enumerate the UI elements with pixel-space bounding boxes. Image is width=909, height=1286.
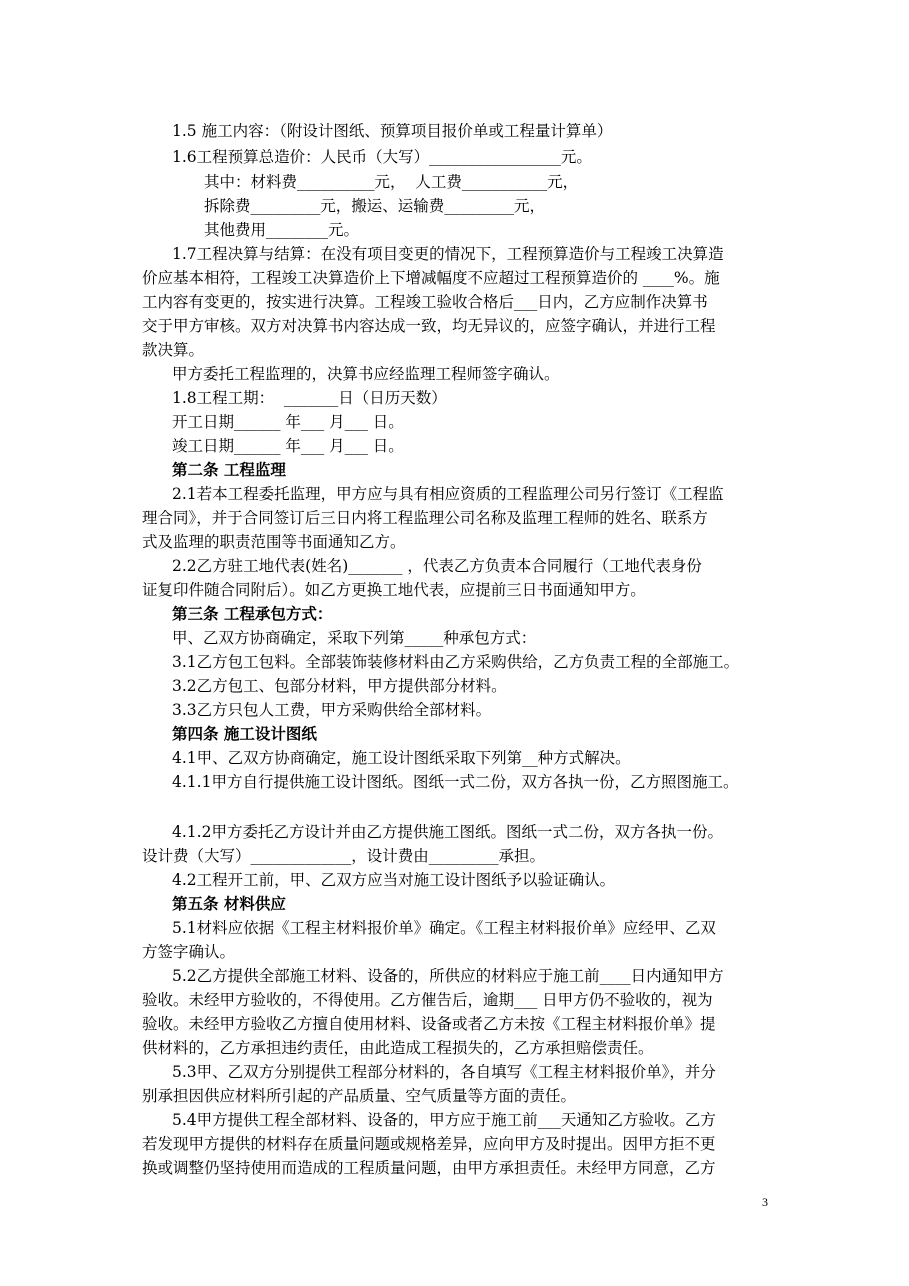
text-line: 其中：材料费__________元， 人工费___________元， (204, 173, 579, 191)
text-line: 竣工日期______ 年___ 月___ 日。 (172, 437, 404, 455)
text-line: 4.2工程开工前，甲、乙双方应当对施工设计图纸予以验证确认。 (172, 871, 616, 889)
text-line: 5.1材料应依据《工程主材料报价单》确定。《工程主材料报价单》应经甲、乙双 (172, 919, 716, 937)
text-line: 设计费（大写）_____________，设计费由_________承担。 (142, 847, 546, 865)
text-line: 换或调整仍坚持使用而造成的工程质量问题，由甲方承担责任。未经甲方同意，乙方 (142, 1159, 716, 1177)
text-line: 若发现甲方提供的材料存在质量问题或规格差异，应向甲方及时提出。因甲方拒不更 (142, 1135, 716, 1153)
text-line: 1.7工程决算与结算：在没有项目变更的情况下，工程预算造价与工程竣工决算造 (172, 245, 724, 263)
text-line: 工内容有变更的，按实进行决算。工程竣工验收合格后___日内，乙方应制作决算书 (142, 293, 708, 311)
text-line: 其他费用________元。 (204, 221, 360, 239)
text-line: 验收。未经甲方验收的，不得使用。乙方催告后，逾期___ 日甲方仍不验收的，视为 (142, 991, 713, 1009)
text-line: 4.1.2甲方委托乙方设计并由乙方提供施工图纸。图纸一式二份，双方各执一份。 (172, 823, 723, 841)
page-number: 3 (762, 1195, 768, 1209)
text-line: 3.3乙方只包人工费，甲方采购供给全部材料。 (172, 701, 492, 719)
text-line: 4.1甲、乙双方协商确定，施工设计图纸采取下列第__种方式解决。 (172, 749, 631, 767)
section-heading: 第二条 工程监理 (172, 460, 286, 479)
text-line: 5.4甲方提供工程全部材料、设备的，甲方应于施工前___天通知乙方验收。乙方 (172, 1111, 716, 1129)
text-line: 理合同》，并于合同签订后三日内将工程监理公司名称及监理工程师的姓名、联系方 (142, 509, 708, 527)
text-line: 1.6工程预算总造价：人民币（大写）_________________元。 (172, 148, 592, 166)
section-heading: 第三条 工程承包方式： (172, 604, 333, 623)
text-line: 证复印件随合同附后）。如乙方更换工地代表，应提前三日书面通知甲方。 (142, 581, 646, 599)
text-line: 验收。未经甲方验收乙方擅自使用材料、设备或者乙方未按《工程主材料报价单》提 (142, 1015, 716, 1033)
text-line: 5.2乙方提供全部施工材料、设备的，所供应的材料应于施工前____日内通知甲方 (172, 967, 724, 985)
text-line: 式及监理的职责范围等书面通知乙方。 (142, 533, 406, 551)
text-line: 价应基本相符，工程竣工决算造价上下增减幅度不应超过工程预算造价的 ____%。施 (142, 269, 720, 287)
text-line: 3.2乙方包工、包部分材料，甲方提供部分材料。 (172, 677, 507, 695)
text-line: 供材料的，乙方承担违约责任，由此造成工程损失的，乙方承担赔偿责任。 (142, 1039, 654, 1057)
text-line: 2.1若本工程委托监理，甲方应与具有相应资质的工程监理公司另行签订《工程监 (172, 485, 724, 503)
text-line: 甲、乙双方协商确定，采取下列第_____种承包方式： (172, 629, 537, 647)
text-line: 5.3甲、乙双方分别提供工程部分材料的，各自填写《工程主材料报价单》，并分 (172, 1063, 716, 1081)
section-heading: 第四条 施工设计图纸 (172, 724, 317, 743)
text-line: 交于甲方审核。双方对决算书内容达成一致，均无异议的，应签字确认，并进行工程 (142, 317, 716, 335)
text-line: 甲方委托工程监理的，决算书应经监理工程师签字确认。 (172, 365, 560, 383)
text-line: 款决算。 (142, 341, 205, 359)
text-line: 3.1乙方包工包料。全部装饰装修材料由乙方采购供给，乙方负责工程的全部施工。 (172, 653, 740, 671)
text-line: 1.5 施工内容：（附设计图纸、预算项目报价单或工程量计算单） (172, 122, 613, 140)
section-heading: 第五条 材料供应 (172, 894, 286, 913)
text-line: 2.2乙方驻工地代表(姓名)_______ ，代表乙方负责本合同履行（工地代表身份 (172, 557, 702, 575)
text-line: 4.1.1甲方自行提供施工设计图纸。图纸一式二份，双方各执一份，乙方照图施工。 (172, 773, 739, 791)
text-line: 别承担因供应材料所引起的产品质量、空气质量等方面的责任。 (142, 1087, 577, 1105)
text-line: 方签字确认。 (142, 943, 236, 961)
text-line: 拆除费_________元，搬运、运输费_________元， (204, 197, 546, 215)
text-line: 开工日期______ 年___ 月___ 日。 (172, 413, 404, 431)
text-line: 1.8工程工期： _______日（日历天数） (172, 389, 447, 407)
